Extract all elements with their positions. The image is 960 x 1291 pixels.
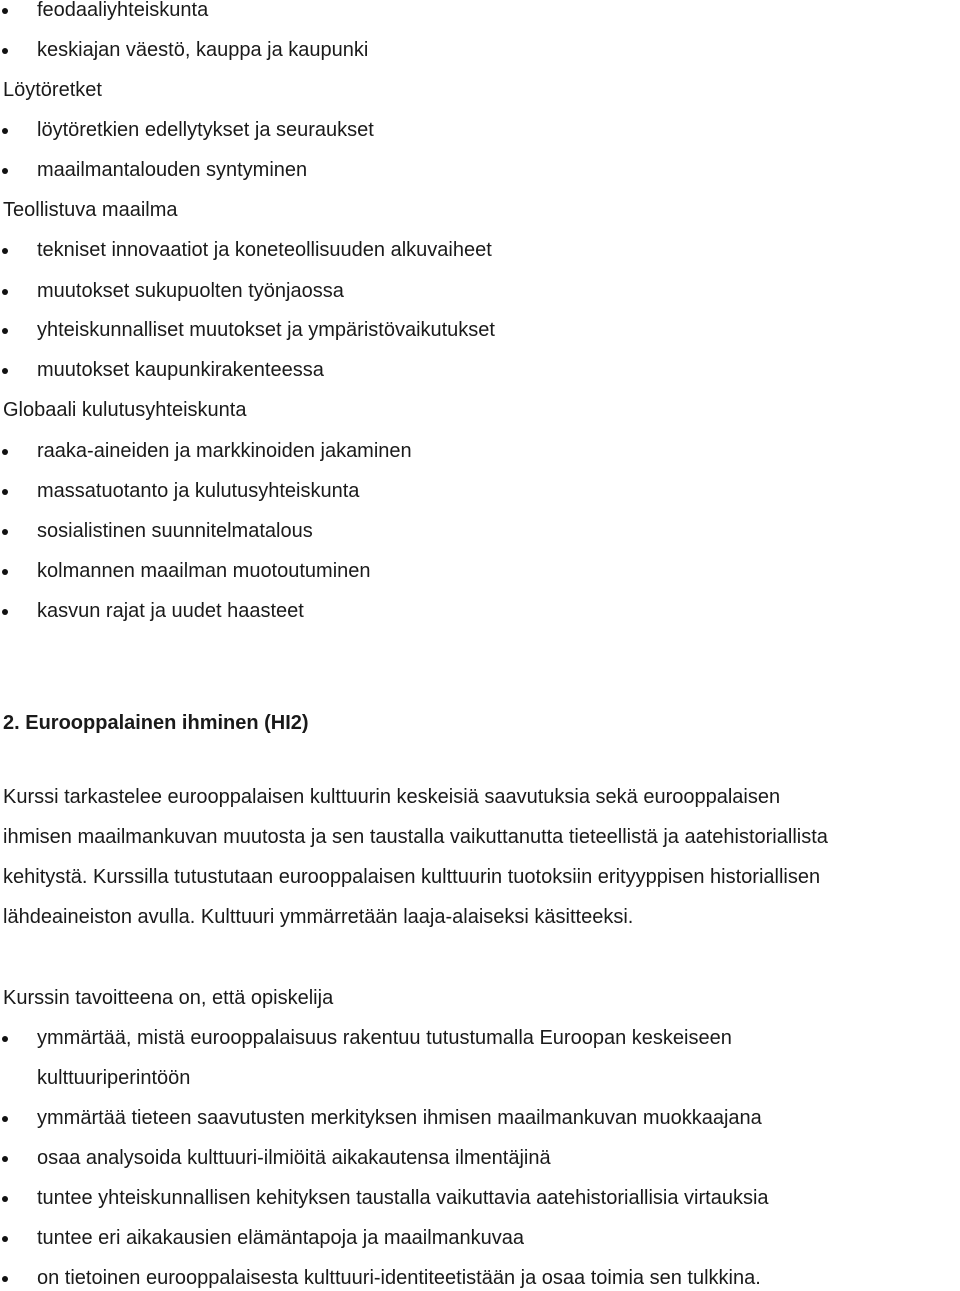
- bullet-icon: [2, 449, 8, 455]
- subheading-loytoretket: Löytöretket: [3, 79, 102, 101]
- bullet-icon: [2, 529, 8, 535]
- list-item-text: yhteiskunnalliset muutokset ja ympäristövaikutukset: [37, 319, 495, 341]
- goal-text: tuntee eri aikakausien elämäntapoja ja maailmankuvaa: [37, 1227, 524, 1249]
- bullet-icon: [2, 368, 8, 374]
- goal-text: tuntee yhteiskunnallisen kehityksen taustalla vaikuttavia aatehistoriallisia virtauksia: [37, 1187, 769, 1209]
- list-item-text: tekniset innovaatiot ja koneteollisuuden alkuvaiheet: [37, 239, 492, 261]
- bullet-icon: [2, 1036, 8, 1042]
- list-item-text: sosialistinen suunnitelmatalous: [37, 520, 313, 542]
- bullet-icon: [2, 609, 8, 615]
- goals-intro: Kurssin tavoitteena on, että opiskelija: [3, 987, 334, 1009]
- list-item-text: löytöretkien edellytykset ja seuraukset: [37, 119, 374, 141]
- goal-text: ymmärtää tieteen saavutusten merkityksen ihmisen maailmankuvan muokkaajana: [37, 1107, 762, 1129]
- description-line-2: ihmisen maailmankuvan muutosta ja sen taustalla vaikuttanutta tieteellistä ja aatehistoriallista: [3, 826, 828, 848]
- subheading-globaali-kulutusyhteiskunta: Globaali kulutusyhteiskunta: [3, 399, 247, 421]
- list-item-text: raaka-aineiden ja markkinoiden jakaminen: [37, 440, 412, 462]
- list-item-text: maailmantalouden syntyminen: [37, 159, 308, 181]
- list-item-text: feodaaliyhteiskunta: [37, 0, 209, 21]
- list-item-text: muutokset kaupunkirakenteessa: [37, 359, 324, 381]
- description-line-3: kehitystä. Kurssilla tutustutaan eurooppalaisen kulttuurin tuotoksiin erityyppisen historiallisen: [3, 866, 821, 888]
- bullet-icon: [2, 1156, 8, 1162]
- subheading-teollistuva-maailma: Teollistuva maailma: [3, 199, 178, 221]
- bullet-icon: [2, 168, 8, 174]
- bullet-icon: [2, 1276, 8, 1282]
- goal-text: osaa analysoida kulttuuri-ilmiöitä aikakautensa ilmentäjinä: [37, 1147, 551, 1169]
- bullet-icon: [2, 569, 8, 575]
- bullet-icon: [2, 1236, 8, 1242]
- list-item-text: muutokset sukupuolten työnjaossa: [37, 280, 344, 302]
- goal-text: on tietoinen eurooppalaisesta kulttuuri-identiteetistään ja osaa toimia sen tulkkina.: [37, 1267, 761, 1289]
- goal-text: ymmärtää, mistä eurooppalaisuus rakentuu tutustumalla Euroopan keskeiseen: [37, 1027, 732, 1049]
- goal-item-1-continuation: kulttuuriperintöön: [37, 1067, 191, 1089]
- list-item-text: keskiajan väestö, kauppa ja kaupunki: [37, 39, 369, 61]
- description-line-4: lähdeaineiston avulla. Kulttuuri ymmärretään laaja-alaiseksi käsitteeksi.: [3, 906, 634, 928]
- bullet-icon: [2, 328, 8, 334]
- bullet-icon: [2, 128, 8, 134]
- bullet-icon: [2, 248, 8, 254]
- list-item-text: massatuotanto ja kulutusyhteiskunta: [37, 480, 360, 502]
- bullet-icon: [2, 1116, 8, 1122]
- bullet-icon: [2, 48, 8, 54]
- list-item-text: kasvun rajat ja uudet haasteet: [37, 600, 304, 622]
- bullet-icon: [2, 289, 8, 295]
- course-heading: 2. Eurooppalainen ihminen (HI2): [3, 712, 309, 734]
- bullet-icon: [2, 8, 8, 14]
- description-line-1: Kurssi tarkastelee eurooppalaisen kulttuurin keskeisiä saavutuksia sekä eurooppalaisen: [3, 786, 781, 808]
- bullet-icon: [2, 1196, 8, 1202]
- list-item-text: kolmannen maailman muotoutuminen: [37, 560, 371, 582]
- bullet-icon: [2, 489, 8, 495]
